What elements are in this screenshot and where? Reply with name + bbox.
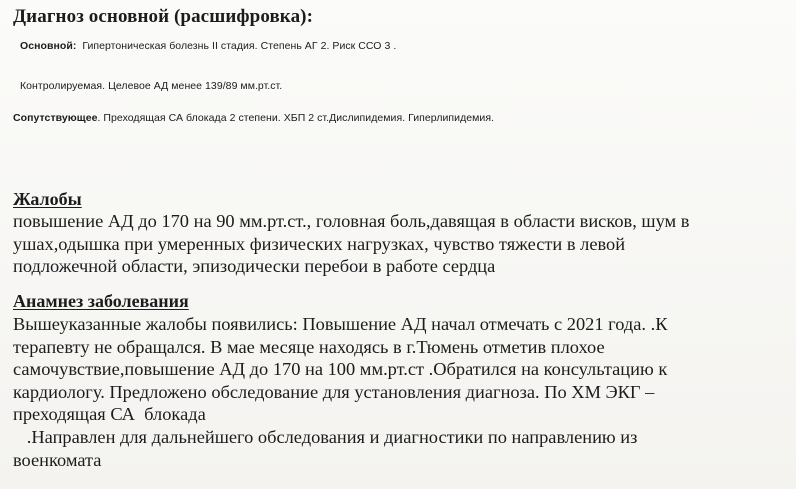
- anamnesis-line: самочувствие,повышение АД до 170 на 100 мм.рт.ст .Обратился на консультацию к: [13, 359, 668, 380]
- complaints-text: [13, 210, 788, 278]
- controlled-line: Контролируемая. Целевое АД менее 139/89 мм.рт.ст.: [20, 80, 283, 92]
- concomitant-label: Сопутствующее: [13, 112, 98, 124]
- anamnesis-line: кардиологу. Предложено обследование для установления диагноза. По ХМ ЭКГ –: [13, 381, 655, 402]
- main-diagnosis-line: [20, 40, 396, 52]
- anamnesis-heading: Анамнез заболевания: [13, 291, 189, 311]
- complaints-heading: Жалобы: [13, 189, 82, 209]
- concomitant-diagnosis-line: [13, 112, 494, 124]
- anamnesis-text: [13, 313, 788, 471]
- anamnesis-line: .Направлен для дальнейшего обследования и диагностики по направлению из: [13, 426, 638, 447]
- complaints-line: подложечной области, эпизодически перебои в работе сердца: [13, 256, 496, 277]
- main-diagnosis-label: Основной:: [20, 40, 77, 52]
- diagnosis-heading: Диагноз основной (расшифровка):: [13, 6, 314, 27]
- anamnesis-line: Вышеуказанные жалобы появились: Повышение АД начал отмечать с 2021 года. .К: [13, 314, 668, 334]
- main-diagnosis-text: Гипертоническая болезнь II стадия. Степень АГ 2. Риск ССО 3 .: [82, 40, 397, 52]
- anamnesis-line: терапевту не обращался. В мае месяце находясь в г.Тюмень отметив плохое: [13, 336, 605, 357]
- anamnesis-line: военкомата: [13, 449, 102, 470]
- anamnesis-line: преходящая СА блокада: [13, 404, 206, 425]
- complaints-line: повышение АД до 170 на 90 мм.рт.ст., головная боль,давящая в области висков, шум в: [13, 211, 690, 231]
- complaints-line: ушах,одышка при умеренных физических нагрузках, чувство тяжести в левой: [13, 233, 626, 254]
- concomitant-text: . Преходящая СА блокада 2 степени. ХБП 2 ст.Дислипидемия. Гиперлипидемия.: [97, 112, 495, 124]
